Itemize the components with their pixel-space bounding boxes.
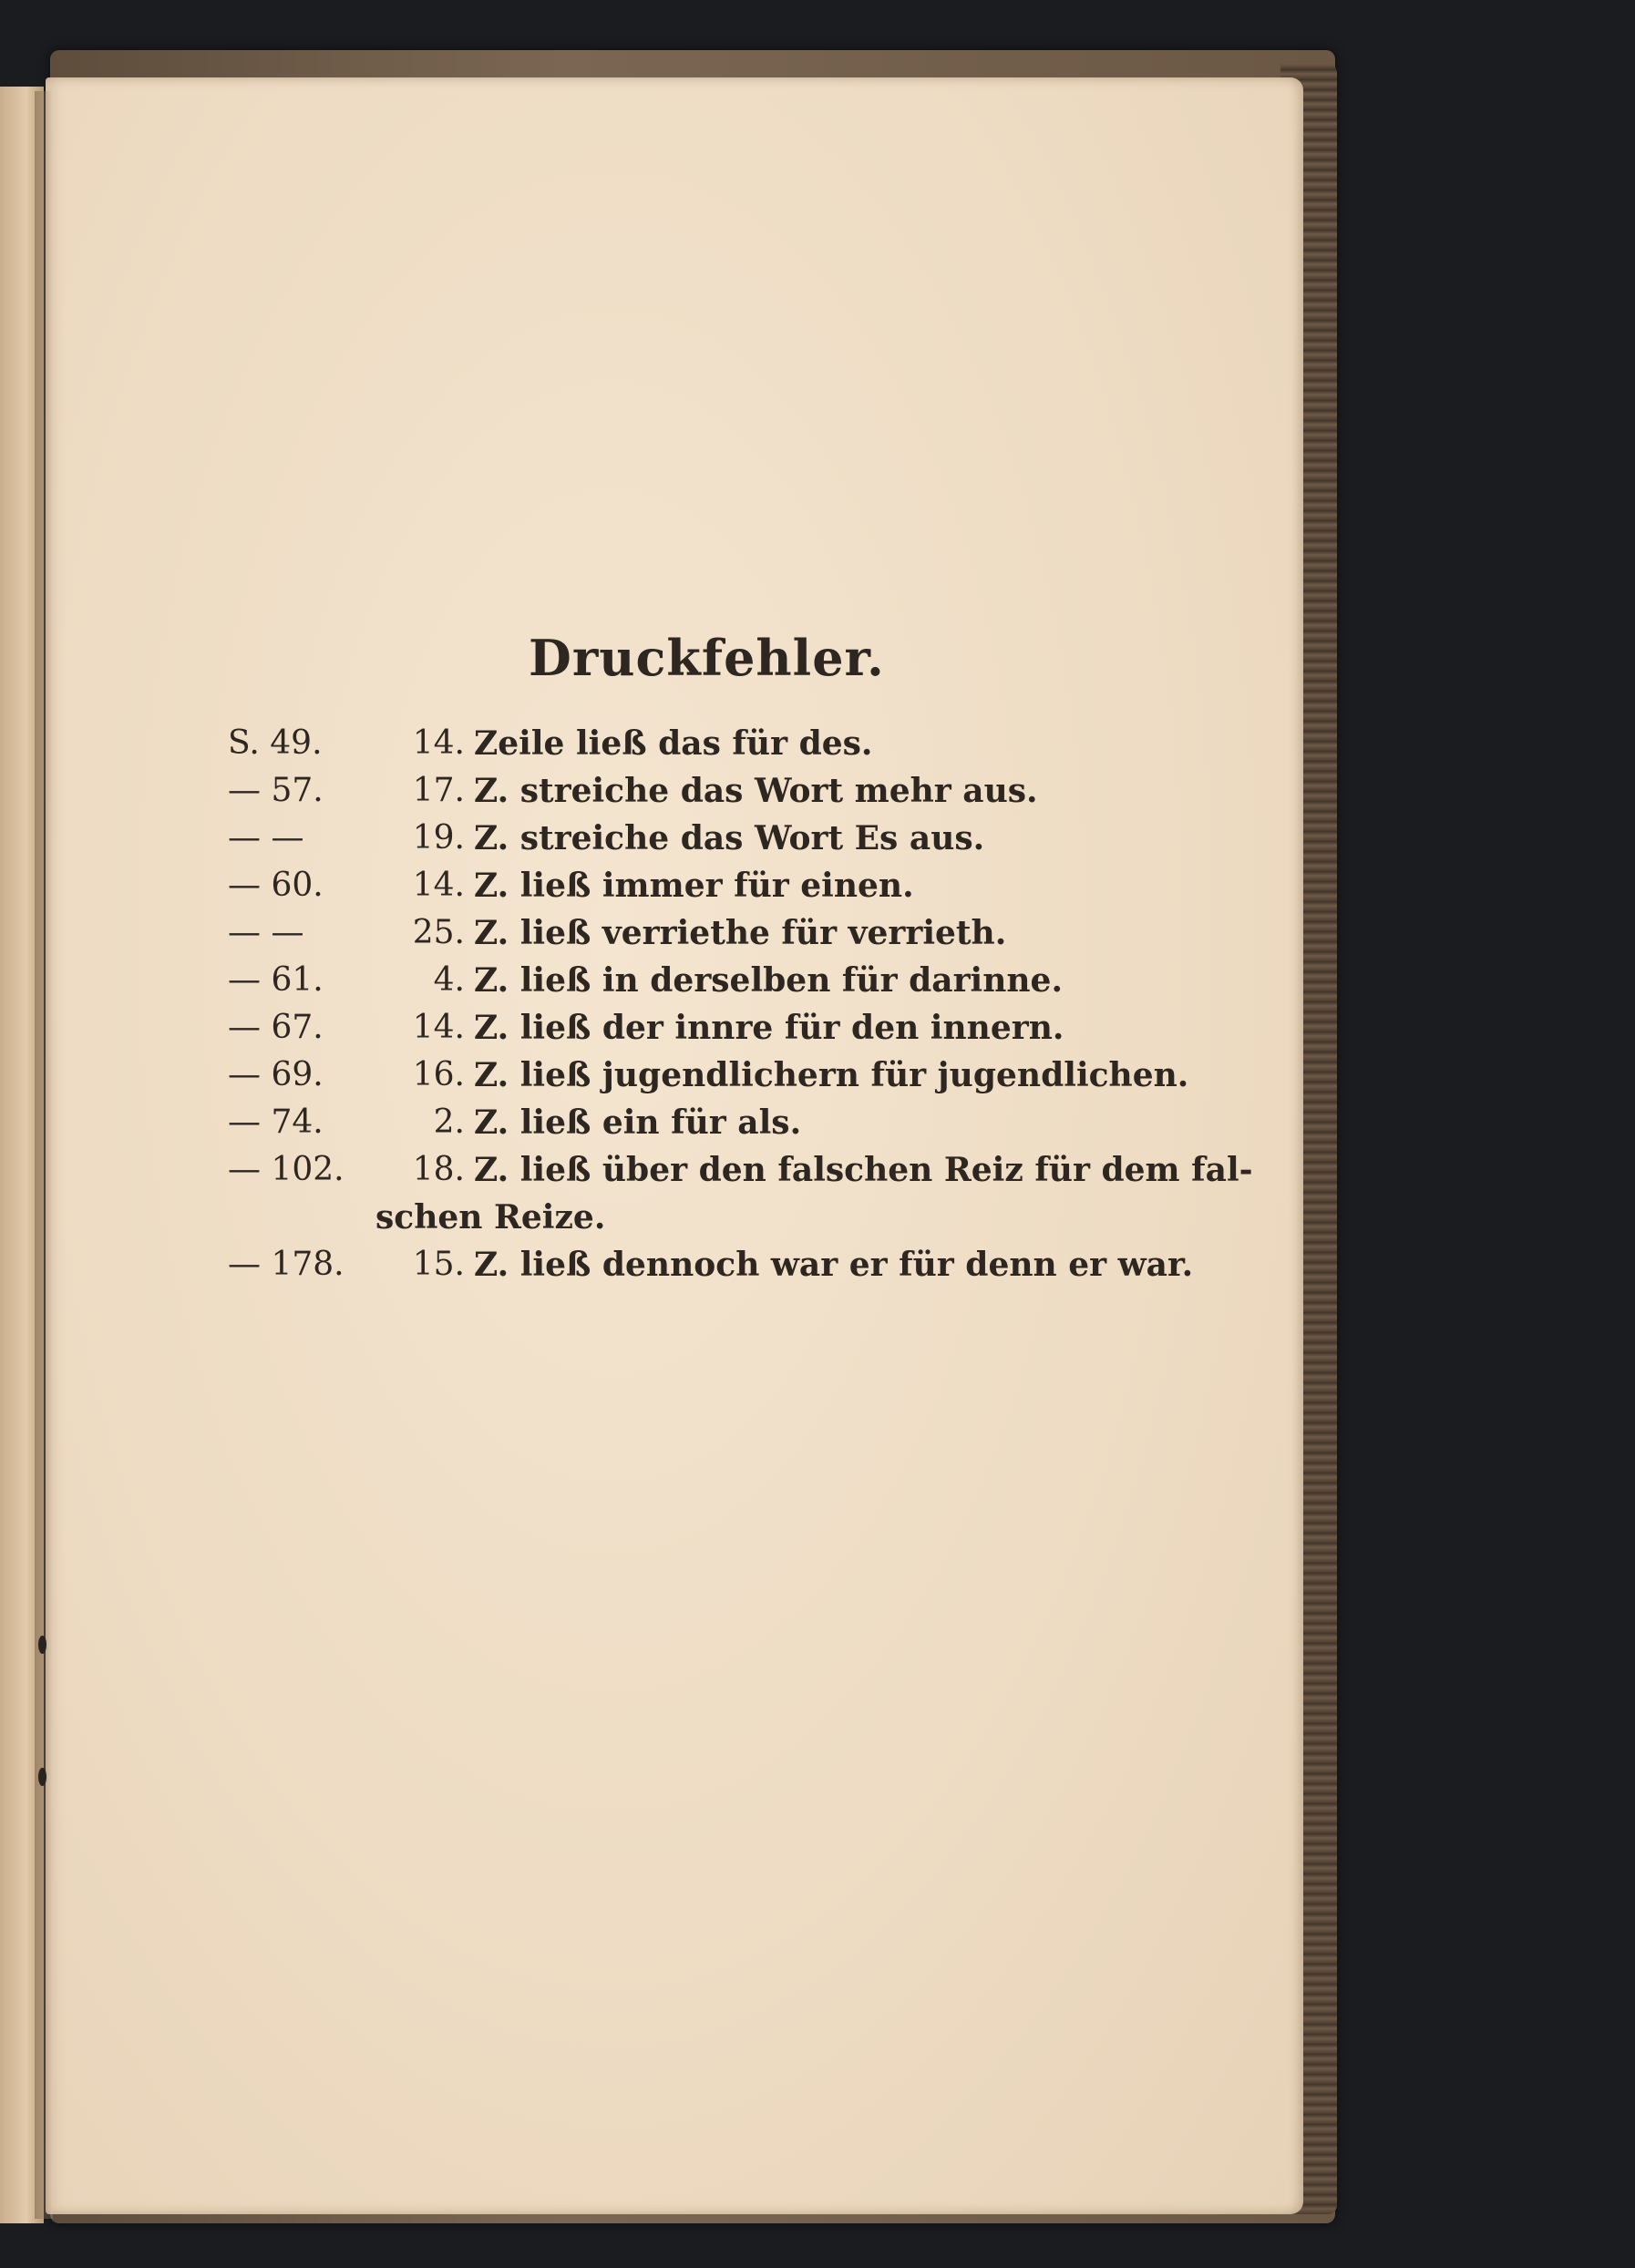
errata-row	[228, 1246, 1194, 1293]
errata-row	[228, 961, 1139, 1009]
binding-hole	[38, 1636, 46, 1654]
correction-text: Z. ließ der innre für den innern.	[474, 1009, 1064, 1047]
page-ref: — 67.	[228, 1009, 324, 1046]
errata-row	[228, 867, 1139, 914]
page-ref: — 57.	[228, 772, 324, 809]
correction-text: Zeile ließ das für des.	[474, 724, 873, 763]
errata-list	[228, 724, 1253, 1293]
errata-row	[228, 724, 1139, 772]
line-ref: 25.	[412, 914, 465, 951]
page-gutter	[35, 91, 53, 2219]
correction-text: Z. streiche das Wort Es aus.	[474, 819, 985, 857]
correction-text: Z. ließ über den falschen Reiz für dem fal-	[474, 1151, 1253, 1189]
page-ref: — 178.	[228, 1246, 344, 1283]
correction-text: Z. ließ dennoch war er für denn er war.	[474, 1246, 1194, 1284]
line-ref: 16.	[412, 1056, 465, 1093]
correction-text: Z. ließ immer für einen.	[474, 867, 914, 905]
line-ref: 4.	[433, 961, 465, 999]
line-ref: 14.	[412, 724, 465, 762]
correction-text: Z. ließ verriethe für verrieth.	[474, 914, 1007, 952]
page-ref: — 60.	[228, 867, 324, 904]
line-ref: 15.	[412, 1246, 465, 1283]
errata-row	[228, 1103, 1139, 1151]
correction-text: schen Reize.	[375, 1198, 606, 1237]
page-ref: — —	[228, 819, 304, 857]
page-ref: — 74.	[228, 1103, 324, 1141]
page-ref: — —	[228, 914, 304, 951]
binding-hole	[38, 1768, 46, 1786]
errata-row-continuation	[228, 1198, 1139, 1246]
errata-row	[228, 1151, 1253, 1198]
page-ref: — 102.	[228, 1151, 344, 1188]
correction-text: Z. ließ jugendlichern für jugendlichen.	[474, 1056, 1189, 1094]
errata-row	[228, 772, 1139, 819]
errata-row	[228, 1056, 1189, 1103]
line-ref: 17.	[412, 772, 465, 809]
errata-row	[228, 819, 1139, 867]
page-ref: — 61.	[228, 961, 324, 999]
line-ref: 14.	[412, 867, 465, 904]
errata-row	[228, 1009, 1139, 1056]
correction-text: Z. streiche das Wort mehr aus.	[474, 772, 1038, 810]
line-ref: 19.	[412, 819, 465, 857]
line-ref: 18.	[412, 1151, 465, 1188]
page-heading: Druckfehler.	[529, 629, 885, 687]
correction-text: Z. ließ in derselben für darinne.	[474, 961, 1063, 1000]
errata-row	[228, 914, 1139, 961]
line-ref: 14.	[412, 1009, 465, 1046]
correction-text: Z. ließ ein für als.	[474, 1103, 802, 1142]
page-ref: — 69.	[228, 1056, 324, 1093]
line-ref: 2.	[433, 1103, 465, 1141]
page-ref: S. 49.	[228, 724, 323, 762]
